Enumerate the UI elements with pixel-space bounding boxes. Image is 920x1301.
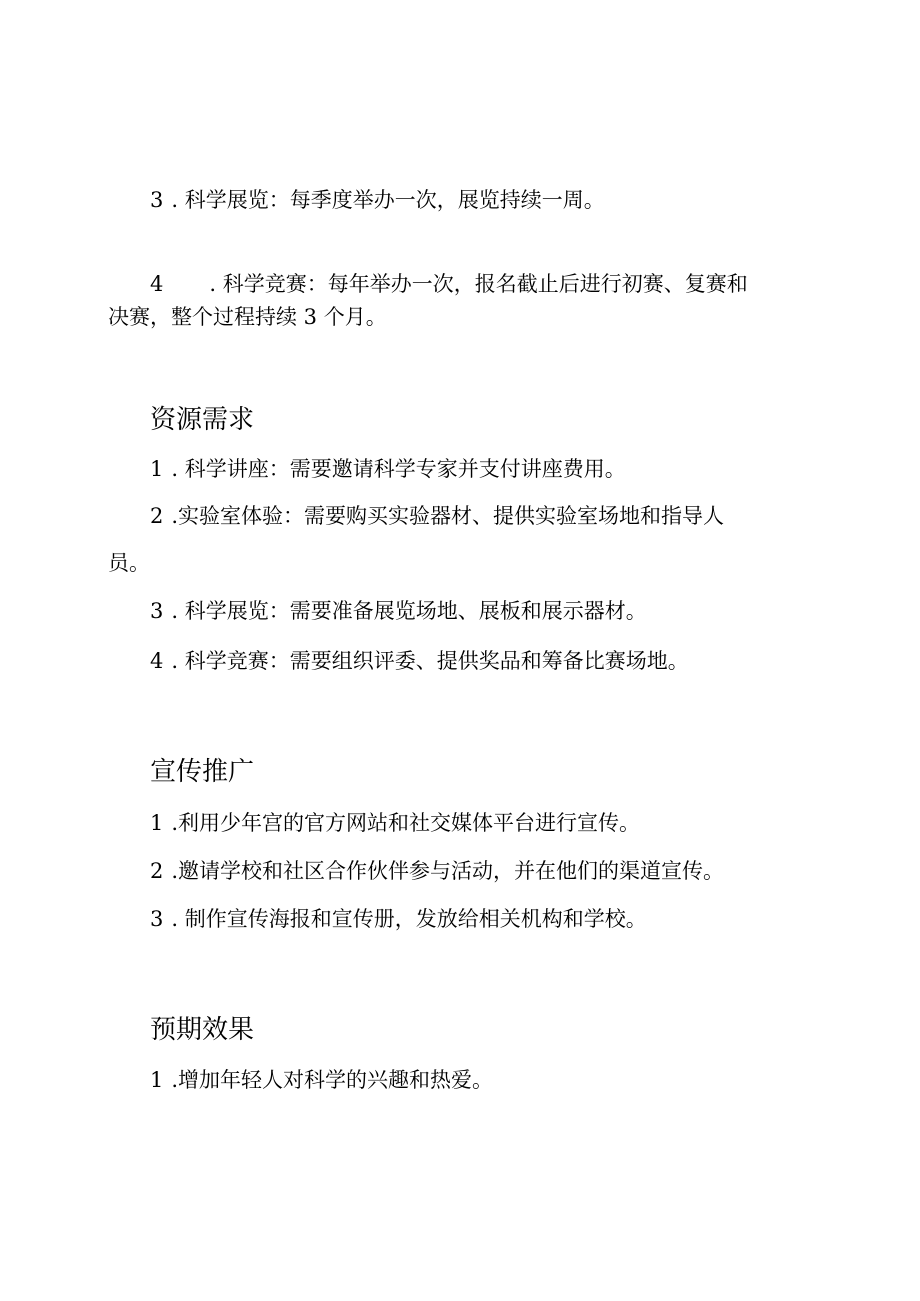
item-number: 4 (150, 649, 164, 673)
item-text: . 科学展览：每季度举办一次，展览持续一周。 (171, 188, 605, 212)
item-text: . 科学竞赛：每年举办一次，报名截止后进行初赛、复赛和 (209, 272, 748, 296)
item-number: 3 (150, 907, 164, 931)
resources-item-2-continuation (108, 551, 150, 576)
promotion-item-1 (150, 811, 640, 836)
resources-item-4 (150, 649, 689, 674)
item-number: 1 (150, 457, 164, 481)
schedule-item-3 (150, 188, 605, 213)
schedule-item-4 (150, 272, 748, 297)
item-number: 1 (150, 811, 164, 835)
item-number: 4 (150, 272, 164, 296)
promotion-item-2 (150, 859, 724, 884)
effects-item-1 (150, 1068, 493, 1093)
item-number: 2 (150, 504, 164, 528)
item-text: . 科学竞赛：需要组织评委、提供奖品和筹备比赛场地。 (171, 649, 689, 673)
item-number: 3 (150, 188, 164, 212)
resources-item-2 (150, 504, 724, 529)
item-text: . 科学展览：需要准备展览场地、展板和展示器材。 (171, 599, 647, 623)
schedule-item-4-continuation (108, 305, 387, 330)
item-text: .邀请学校和社区合作伙伴参与活动，并在他们的渠道宣传。 (171, 859, 725, 883)
promotion-item-3 (150, 907, 647, 932)
item-number: 2 (150, 859, 164, 883)
item-text: .实验室体验：需要购买实验器材、提供实验室场地和指导人 (171, 504, 725, 528)
section-heading-promotion: 宣传推广 (150, 757, 255, 787)
item-text-continuation: 员。 (108, 551, 150, 575)
item-text: .增加年轻人对科学的兴趣和热爱。 (171, 1068, 494, 1092)
section-heading-effects: 预期效果 (150, 1015, 255, 1045)
item-text-continuation: 决赛，整个过程持续 3 个月。 (108, 305, 387, 329)
item-text: .利用少年宫的官方网站和社交媒体平台进行宣传。 (171, 811, 641, 835)
item-text: . 制作宣传海报和宣传册，发放给相关机构和学校。 (171, 907, 647, 931)
section-heading-resources: 资源需求 (150, 405, 255, 435)
resources-item-1 (150, 457, 626, 482)
resources-item-3 (150, 599, 647, 624)
item-number: 3 (150, 599, 164, 623)
item-text: . 科学讲座：需要邀请科学专家并支付讲座费用。 (171, 457, 626, 481)
item-number: 1 (150, 1068, 164, 1092)
